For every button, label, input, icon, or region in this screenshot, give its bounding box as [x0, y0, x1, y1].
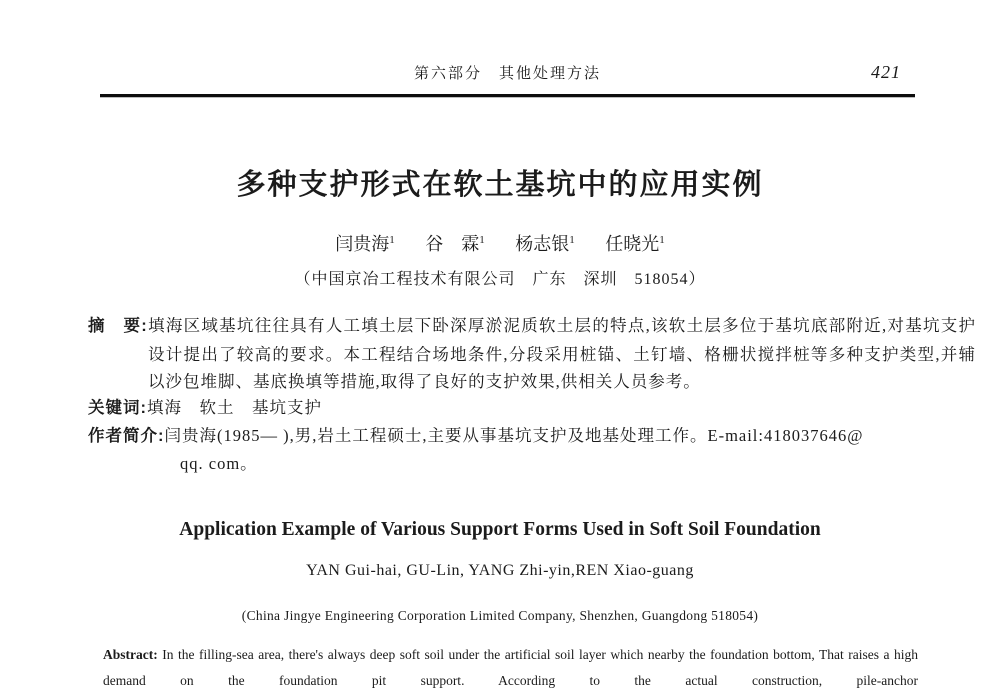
header-rule: [100, 94, 915, 97]
author-zh: [335, 234, 395, 254]
bio-zh-line1: 闫贵海(1985— ),男,岩土工程硕士,主要从事基坑支护及地基处理工作。E-mail:418037646@: [164, 426, 864, 445]
author-affiliation-sup: 1: [659, 234, 665, 246]
author-zh-name: 杨志银: [515, 234, 570, 254]
affiliation-en: (China Jingye Engineering Corporation Limited Company, Shenzhen, Guangdong 518054): [241, 608, 759, 623]
authors-zh: [0, 230, 1000, 256]
authors-en: YAN Gui-hai, GU-Lin, YANG Zhi-yin,REN Xiao-guang: [306, 562, 694, 579]
keywords-zh-label: 关键词:: [88, 399, 147, 417]
author-affiliation-sup: 1: [389, 234, 395, 246]
abstract-en: [103, 642, 918, 692]
author-zh: [605, 234, 665, 254]
author-affiliation-sup: 1: [479, 234, 485, 246]
page-number: 421: [871, 62, 901, 82]
paper-title-en: Application Example of Various Support Forms Used in Soft Soil Foundation: [179, 519, 821, 540]
running-head: [100, 62, 915, 83]
abstract-zh-label: 摘 要:: [88, 317, 148, 335]
affiliation-zh: （中国京冶工程技术有限公司 广东 深圳 518054）: [294, 271, 706, 288]
author-zh-name: 谷 霖: [425, 234, 480, 254]
abstract-en-label: Abstract:: [103, 647, 158, 662]
author-zh: [425, 234, 485, 254]
keywords-zh: [88, 394, 916, 423]
author-zh: [515, 234, 575, 254]
paper-title-zh: 多种支护形式在软土基坑中的应用实例: [236, 169, 764, 201]
author-zh-name: 闫贵海: [335, 234, 390, 254]
abstract-en-text: In the filling-sea area, there's always deep soft soil under the artificial soil layer which nearby the foundation bottom, That raises a high demand on the foundation pit support. According to the actual construction, pile-anchor: [103, 647, 919, 688]
bio-zh-label: 作者简介:: [88, 427, 165, 445]
bio-zh: [88, 422, 994, 451]
bio-zh-line2: qq. com。: [180, 454, 258, 473]
keywords-zh-text: 填海 软土 基坑支护: [147, 398, 322, 417]
author-zh-name: 任晓光: [605, 234, 660, 254]
abstract-zh: [88, 312, 976, 396]
running-head-title: 第六部分 其他处理方法: [413, 66, 601, 82]
abstract-zh-text: 填海区域基坑往往具有人工填土层下卧深厚淤泥质软土层的特点,该软土层多位于基坑底部附近,对基坑支护设计提出了较高的要求。本工程结合场地条件,分段采用桩锚、土钉墙、格栅状搅拌桩等多种支护类型,并辅以沙包堆脚、基底换填等措施,取得了良好的支护效果,供相关人员参考。: [147, 316, 977, 391]
author-affiliation-sup: 1: [569, 234, 575, 246]
